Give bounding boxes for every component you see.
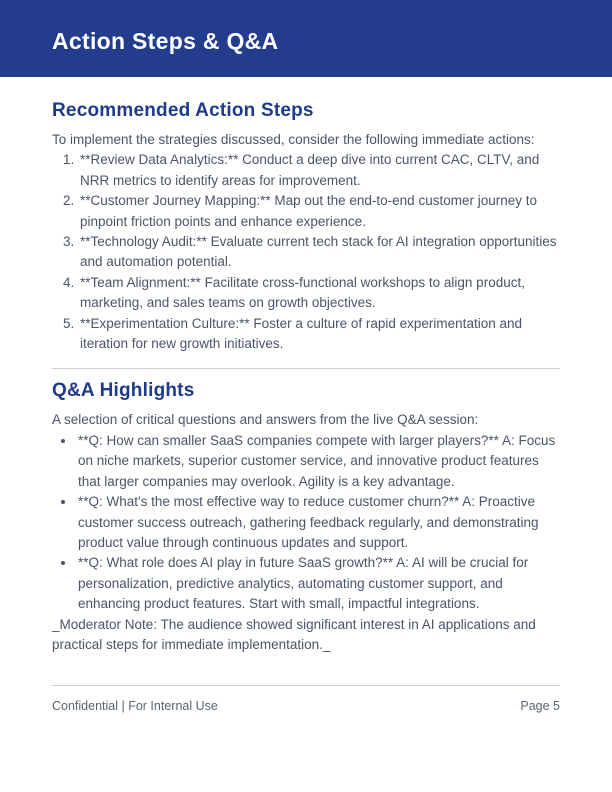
page-header-bar <box>0 0 612 77</box>
list-item: 1. **Review Data Analytics:** Conduct a deep dive into current CAC, CLTV, and NRR metrics to identify areas for improvement. <box>78 150 560 191</box>
section-divider <box>52 368 560 369</box>
page-content <box>0 99 612 713</box>
page-title: Action Steps & Q&A <box>52 28 279 54</box>
list-item: • **Q: What role does AI play in future SaaS growth?** A: AI will be crucial for personalization, predictive analytics, automating customer support, and enhancing product features. Start with small, impactful integrations. <box>76 553 560 614</box>
list-item: • **Q: What's the most effective way to reduce customer churn?** A: Proactive customer success outreach, gathering feedback regularly, and demonstrating product value through continuous updates and support. <box>76 492 560 553</box>
page-footer <box>52 699 560 713</box>
list-item: 2. **Customer Journey Mapping:** Map out the end-to-end customer journey to pinpoint friction points and enhance experience. <box>78 191 560 232</box>
action-steps-list <box>52 150 560 354</box>
moderator-note: _Moderator Note: The audience showed significant interest in AI applications and practical steps for immediate implementation._ <box>52 616 536 652</box>
section-heading-action-steps: Recommended Action Steps <box>52 100 314 121</box>
footer-divider <box>52 685 560 686</box>
page-number: Page 5 <box>520 699 560 714</box>
section-intro-qa: A selection of critical questions and answers from the live Q&A session: <box>52 412 479 428</box>
list-item: 3. **Technology Audit:** Evaluate current tech stack for AI integration opportunities and automation potential. <box>78 232 560 273</box>
section-heading-qa: Q&A Highlights <box>52 380 195 402</box>
list-item: • **Q: How can smaller SaaS companies compete with larger players?** A: Focus on niche markets, superior customer service, and innovative product features that larger companies may overlook. Agility is a key advantage. <box>76 431 560 492</box>
qa-list <box>52 431 560 615</box>
confidential-label: Confidential | For Internal Use <box>52 699 218 714</box>
list-item: 5. **Experimentation Culture:** Foster a culture of rapid experimentation and iteration for new growth initiatives. <box>78 314 560 355</box>
section-intro-action-steps: To implement the strategies discussed, consider the following immediate actions: <box>52 132 535 147</box>
list-item: 4. **Team Alignment:** Facilitate cross-functional workshops to align product, marketing, and sales teams on growth objectives. <box>78 273 560 314</box>
